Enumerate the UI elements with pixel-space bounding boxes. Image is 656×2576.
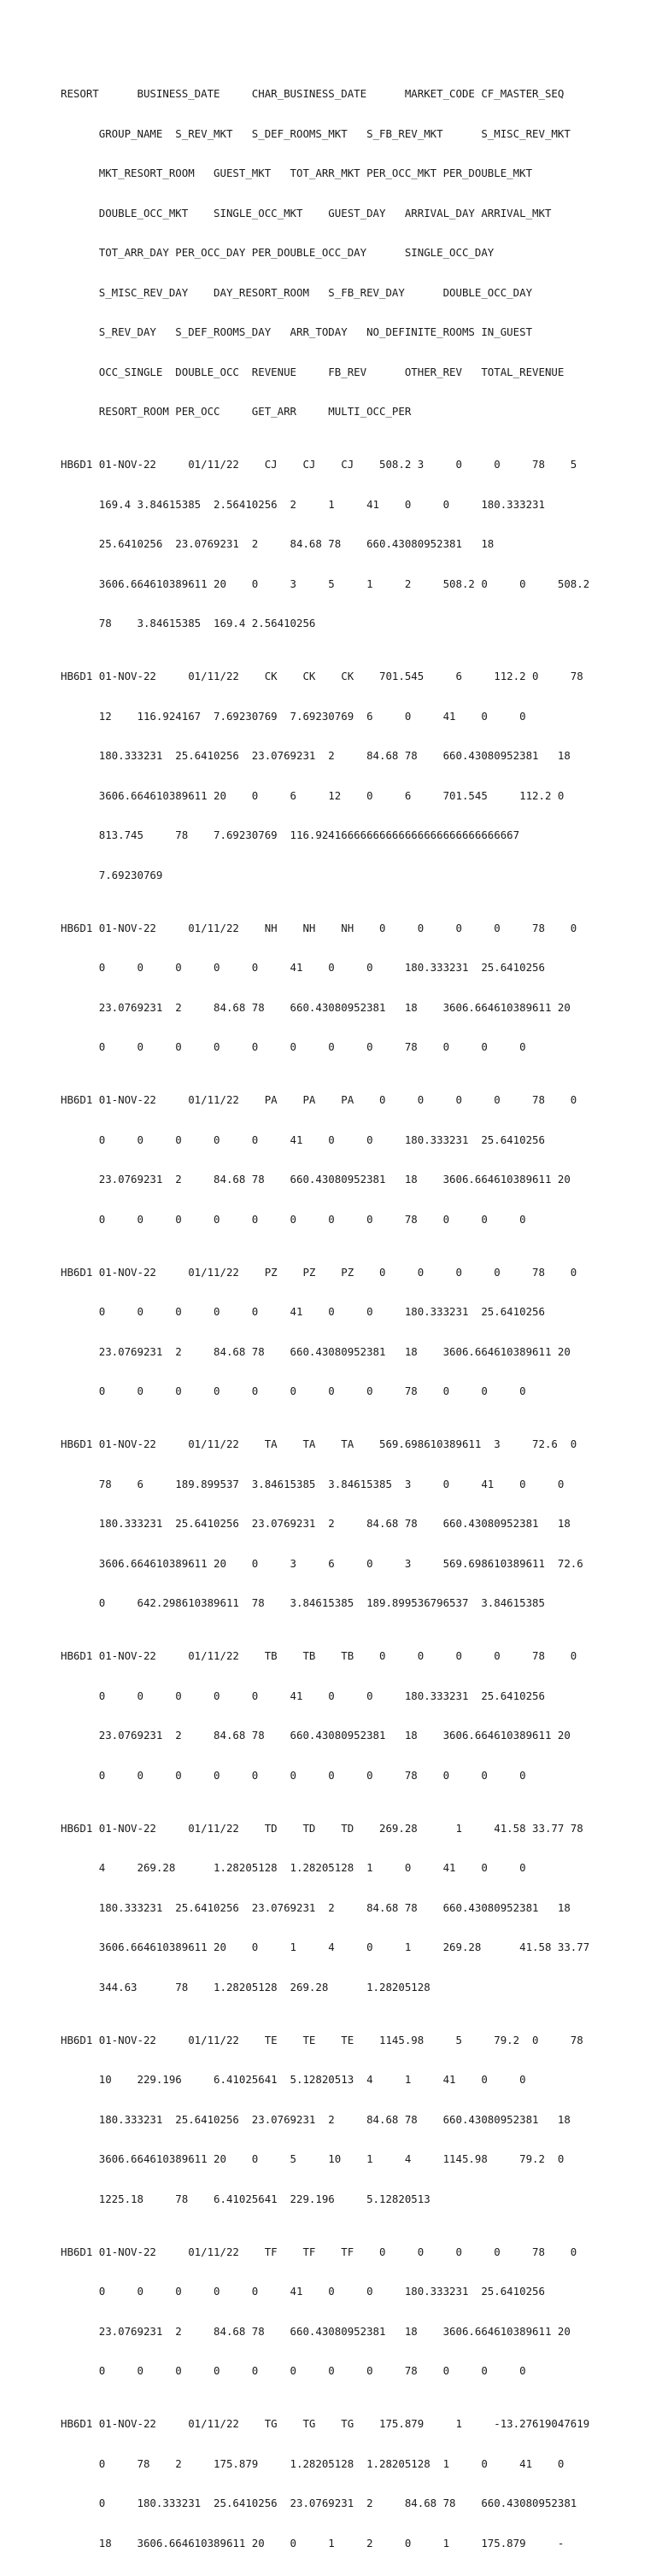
record-line: 180.333231 25.6410256 23.0769231 2 84.68 78 660.43080952381 18 [61,2112,571,2126]
record-line: HB6D1 01-NOV-22 01/11/22 CJ CJ CJ 508.2 3 0 0 78 5 [61,458,577,471]
record-line: 7.69230769 [61,868,163,881]
record-line: HB6D1 01-NOV-22 01/11/22 NH NH NH 0 0 0 0 78 0 [61,921,577,934]
header-line: OCC_SINGLE DOUBLE_OCC REVENUE FB_REV OTHER_REV TOTAL_REVENUE [61,365,565,378]
header-line: S_MISC_REV_DAY DAY_RESORT_ROOM S_FB_REV_DAY DOUBLE_OCC_DAY [61,285,533,299]
header-line: MKT_RESORT_ROOM GUEST_MKT TOT_ARR_MKT PER_OCC_MKT PER_DOUBLE_MKT [61,167,533,179]
record-line: HB6D1 01-NOV-22 01/11/22 TA TA TA 569.698610389611 3 72.6 0 [61,1437,577,1450]
record-line: 3606.664610389611 20 0 6 12 0 6 701.545 112.2 0 [61,788,565,802]
record-line: 18 3606.664610389611 20 0 1 2 0 1 175.879 - [61,2536,565,2550]
header-line: S_REV_DAY S_DEF_ROOMS_DAY ARR_TODAY NO_DEFINITE_ROOMS IN_GUEST [61,325,533,338]
record-line: 180.333231 25.6410256 23.0769231 2 84.68 78 660.43080952381 18 [61,749,571,762]
record-line: 1225.18 78 6.41025641 229.196 5.12820513 [61,2192,430,2205]
record-line: 0 0 0 0 0 0 0 0 78 0 0 0 [61,1385,526,1397]
record-line: 344.63 78 1.28205128 269.28 1.28205128 [61,1980,430,1993]
record-line: HB6D1 01-NOV-22 01/11/22 TG TG TG 175.879 1 -13.27619047619 [61,2417,590,2430]
record-line: 3606.664610389611 20 0 5 10 1 4 1145.98 79.2 0 [61,2152,565,2165]
report-text [61,61,607,2576]
record-line: 0 0 0 0 0 0 0 0 78 0 0 0 [61,1212,526,1226]
record-line: 10 229.196 6.41025641 5.12820513 4 1 41 0 0 [61,2073,526,2086]
record-line: HB6D1 01-NOV-22 01/11/22 TD TD TD 269.28 1 41.58 33.77 78 [61,1821,583,1835]
record-line: 78 6 189.899537 3.84615385 3.84615385 3 0 41 0 0 [61,1477,565,1490]
record-line: HB6D1 01-NOV-22 01/11/22 TB TB TB 0 0 0 0 78 0 [61,1649,577,1662]
record-line: 23.0769231 2 84.68 78 660.43080952381 18 3606.664610389611 20 [61,1729,571,1742]
record-line: 3606.664610389611 20 0 3 5 1 2 508.2 0 0 508.2 [61,577,590,590]
header-line: RESORT_ROOM PER_OCC GET_ARR MULTI_OCC_PER [61,405,412,418]
record-line: 0 0 0 0 0 41 0 0 180.333231 25.6410256 [61,1305,545,1318]
record-line: 0 78 2 175.879 1.28205128 1.28205128 1 0 41 0 [61,2456,565,2470]
record-line: 0 0 0 0 0 41 0 0 180.333231 25.6410256 [61,2285,545,2298]
record-line: 23.0769231 2 84.68 78 660.43080952381 18 3606.664610389611 20 [61,1173,571,1186]
header-line: GROUP_NAME S_REV_MKT S_DEF_ROOMS_MKT S_FB_REV_MKT S_MISC_REV_MKT [61,126,571,140]
record-line: 0 0 0 0 0 41 0 0 180.333231 25.6410256 [61,1133,545,1146]
header-line: RESORT BUSINESS_DATE CHAR_BUSINESS_DATE MARKET_CODE CF_MASTER_SEQ [61,87,565,100]
record-line: 0 0 0 0 0 41 0 0 180.333231 25.6410256 [61,1689,545,1702]
header-line: DOUBLE_OCC_MKT SINGLE_OCC_MKT GUEST_DAY ARRIVAL_DAY ARRIVAL_MKT [61,206,552,220]
record-line: 0 0 0 0 0 0 0 0 78 0 0 0 [61,1768,526,1782]
record-line: 0 642.298610389611 78 3.84615385 189.899536796537 3.84615385 [61,1596,545,1609]
record-line: HB6D1 01-NOV-22 01/11/22 TF TF TF 0 0 0 0 78 0 [61,2245,577,2258]
record-line: HB6D1 01-NOV-22 01/11/22 PA PA PA 0 0 0 0 78 0 [61,1093,577,1106]
record-line: 25.6410256 23.0769231 2 84.68 78 660.43080952381 18 [61,537,495,550]
header-line: TOT_ARR_DAY PER_OCC_DAY PER_DOUBLE_OCC_DAY SINGLE_OCC_DAY [61,246,495,259]
record-line: 3606.664610389611 20 0 1 4 0 1 269.28 41.58 33.77 [61,1941,590,1953]
record-line: 78 3.84615385 169.4 2.56410256 [61,617,316,629]
record-line: HB6D1 01-NOV-22 01/11/22 TE TE TE 1145.98 5 79.2 0 78 [61,2033,583,2046]
record-line: 169.4 3.84615385 2.56410256 2 1 41 0 0 180.333231 [61,497,545,511]
record-line: HB6D1 01-NOV-22 01/11/22 PZ PZ PZ 0 0 0 0 78 0 [61,1265,577,1279]
record-line: 813.745 78 7.69230769 116.92416666666666666666666666666667 [61,828,520,841]
record-line: HB6D1 01-NOV-22 01/11/22 CK CK CK 701.545 6 112.2 0 78 [61,670,583,682]
record-line: 4 269.28 1.28205128 1.28205128 1 0 41 0 0 [61,1861,526,1874]
record-line: 0 0 0 0 0 0 0 0 78 0 0 0 [61,2364,526,2377]
record-line: 23.0769231 2 84.68 78 660.43080952381 18 3606.664610389611 20 [61,2324,571,2338]
record-line: 23.0769231 2 84.68 78 660.43080952381 18 3606.664610389611 20 [61,1000,571,1014]
record-line: 180.333231 25.6410256 23.0769231 2 84.68 78 660.43080952381 18 [61,1517,571,1530]
record-line: 23.0769231 2 84.68 78 660.43080952381 18 3606.664610389611 20 [61,1344,571,1358]
record-line: 0 0 0 0 0 41 0 0 180.333231 25.6410256 [61,961,545,974]
record-line: 0 180.333231 25.6410256 23.0769231 2 84.68 78 660.43080952381 [61,2497,577,2509]
record-line: 3606.664610389611 20 0 3 6 0 3 569.698610389611 72.6 [61,1556,583,1570]
record-line: 180.333231 25.6410256 23.0769231 2 84.68 78 660.43080952381 18 [61,1900,571,1914]
record-line: 0 0 0 0 0 0 0 0 78 0 0 0 [61,1040,526,1053]
record-line: 12 116.924167 7.69230769 7.69230769 6 0 41 0 0 [61,709,526,723]
